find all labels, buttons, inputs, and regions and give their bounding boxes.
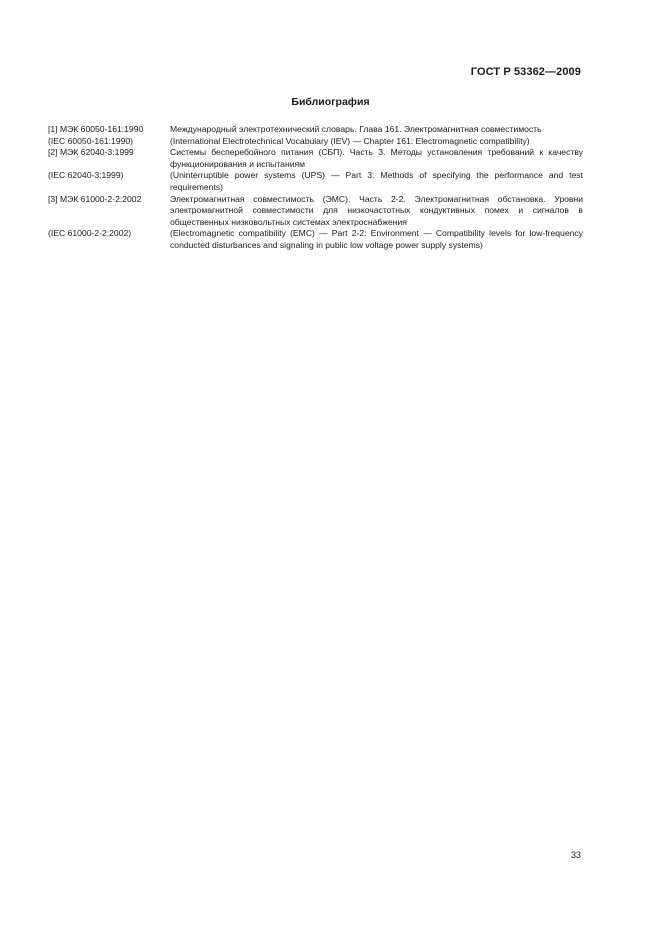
document-code: ГОСТ Р 53362—2009 — [470, 66, 581, 78]
entry-reference: (IEC 61000-2-2:2002) — [48, 228, 132, 239]
bibliography-entry — [48, 124, 583, 136]
entry-reference: [2] МЭК 62040-3:1999 — [48, 147, 134, 158]
entry-description: Международный электротехнический словарь. Глава 161. Электромагнитная совместимость — [170, 124, 542, 134]
bibliography-entry — [48, 228, 583, 251]
entry-reference: (IEC 62040-3:1999) — [48, 170, 124, 181]
bibliography-list — [48, 124, 583, 252]
bibliography-entry — [48, 136, 583, 148]
entry-reference: [1] МЭК 60050-161:1990 — [48, 124, 144, 134]
entry-reference: (IEC 60050-161:1990) — [48, 135, 134, 146]
entry-description: Системы бесперебойного питания (СБП). Часть 3. Методы установления требований к качеству функционирования и испытаниям — [170, 147, 583, 169]
bibliography-entry — [48, 194, 583, 229]
page-number: 33 — [570, 850, 581, 860]
entry-description: (Uninterruptible power systems (UPS) — Part 3: Methods of specifying the performance and test requirements) — [170, 170, 583, 192]
entry-description: Электромагнитная совместимость (ЭМС). Часть 2-2. Электромагнитная обстановка. Уровни электромагнитной совместимости для низкочастотных кондуктивных помех и сигналов в общественных низковольтных системах электроснабжения — [170, 193, 583, 227]
entry-description: (Electromagnetic compatibility (EMC) — Part 2-2: Environment — Compatibility levels for low-frequency conducted disturbances and signaling in public low voltage power supply systems) — [170, 228, 583, 250]
bibliography-entry — [48, 170, 583, 193]
bibliography-title: Библиография — [291, 96, 370, 108]
entry-description: (International Electrotechnical Vocabulary (IEV) — Chapter 161: Electromagnetic compatibility) — [170, 135, 530, 146]
entry-reference: [3] МЭК 61000-2-2:2002 — [48, 193, 142, 204]
bibliography-entry — [48, 147, 583, 170]
